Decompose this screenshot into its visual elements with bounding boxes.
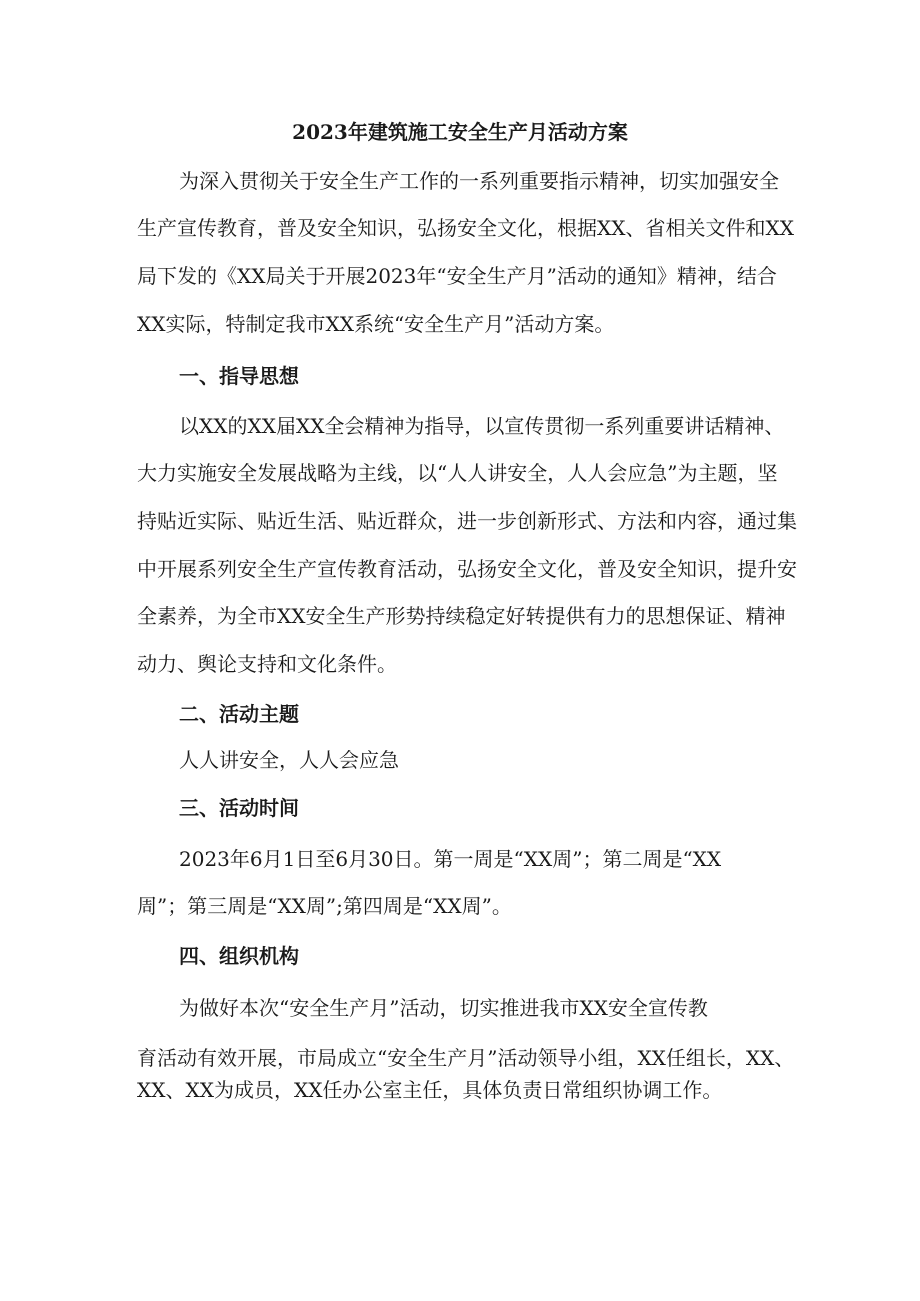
section-line: 以XX的XX届XX全会精神为指导，以宣传贯彻一系列重要讲话精神、 [179,414,785,438]
section-heading: 一、指导思想 [179,364,299,388]
section-heading: 二、活动主题 [179,702,299,726]
section-line: 中开展系列安全生产宣传教育活动，弘扬安全文化，普及安全知识，提升安 [137,557,797,581]
section-line: 周”；第三周是“XX周”;第四周是“XX周”。 [137,894,512,918]
intro-line: 局下发的《XX局关于开展2023年“安全生产月”活动的通知》精神，结合 [137,264,777,288]
section-line: 持贴近实际、贴近生活、贴近群众，进一步创新形式、方法和内容，通过集 [137,509,797,533]
section-line: 育活动有效开展，市局成立“安全生产月”活动领导小组，XX任组长，XX、 [137,1046,795,1070]
intro-line: XX实际，特制定我市XX系统“安全生产月”活动方案。 [137,312,615,336]
document-title: 2023年建筑施工安全生产月活动方案 [292,120,628,144]
section-line: XX、XX为成员，XX任办公室主任，具体负责日常组织协调工作。 [137,1078,723,1102]
section-line: 为做好本次“安全生产月”活动，切实推进我市XX安全宣传教 [179,996,708,1020]
section-line: 大力实施安全发展战略为主线，以“人人讲安全，人人会应急”为主题，坚 [137,461,778,485]
section-heading: 四、组织机构 [179,944,299,968]
intro-line: 生产宣传教育，普及安全知识，弘扬安全文化，根据XX、省相关文件和XX [137,216,794,240]
section-heading: 三、活动时间 [179,796,299,820]
section-line: 全素养，为全市XX安全生产形势持续稳定好转提供有力的思想保证、精神 [137,604,786,628]
section-line: 动力、舆论支持和文化条件。 [137,652,397,676]
intro-line: 为深入贯彻关于安全生产工作的一系列重要指示精神，切实加强安全 [179,169,779,193]
section-line: 人人讲安全，人人会应急 [179,748,399,772]
section-line: 2023年6月1日至6月30日。第一周是“XX周”；第二周是“XX [179,847,722,871]
